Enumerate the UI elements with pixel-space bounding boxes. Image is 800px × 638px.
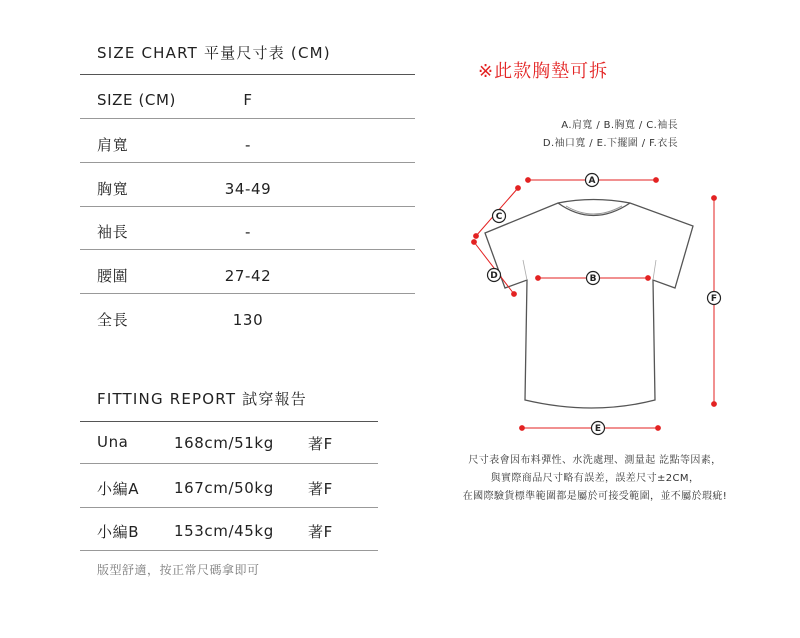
legend-line-1: A.肩寬 / B.胸寬 / C.袖長	[561, 120, 678, 131]
tshirt-outline-icon	[485, 200, 693, 409]
row-value-shoulder: -	[244, 136, 251, 154]
fitting-stats: 168cm/51kg	[174, 434, 274, 452]
divider	[80, 249, 415, 250]
marker-e: E	[594, 424, 602, 435]
marker-b: B	[589, 274, 597, 285]
size-chart-title: SIZE CHART 平量尺寸表 (CM)	[97, 44, 331, 62]
legend-line-2: D.袖口寬 / E.下擺圍 / F.衣長	[542, 138, 678, 149]
disclaimer-line-3: 在國際驗貨標準範圍都是屬於可接受範圍，並不屬於瑕疵!	[462, 491, 728, 502]
marker-f: F	[710, 294, 718, 305]
fitting-size: 著F	[308, 435, 333, 453]
fitting-stats: 167cm/50kg	[174, 479, 274, 497]
divider	[80, 162, 415, 163]
fitting-name: 小編B	[97, 523, 140, 541]
size-header-value: F	[243, 91, 253, 109]
row-label-sleeve: 袖長	[97, 223, 129, 241]
tshirt-diagram	[460, 160, 740, 440]
fitting-note: 版型舒適，按正常尺碼拿即可	[97, 563, 260, 577]
row-label-waist: 腰圍	[97, 267, 129, 285]
row-value-length: 130	[232, 311, 264, 329]
marker-d: D	[490, 271, 498, 282]
divider	[80, 293, 415, 294]
row-value-sleeve: -	[244, 223, 251, 241]
fitting-name: 小編A	[97, 480, 140, 498]
fitting-top-rule	[80, 421, 378, 422]
row-value-waist: 27-42	[224, 267, 272, 285]
fitting-stats: 153cm/45kg	[174, 522, 274, 540]
size-header-label: SIZE (CM)	[97, 91, 176, 109]
row-label-shoulder: 肩寬	[97, 136, 129, 154]
divider	[80, 550, 378, 551]
marker-a: A	[588, 176, 596, 187]
divider	[80, 507, 378, 508]
fitting-report-title: FITTING REPORT 試穿報告	[97, 390, 307, 408]
removable-pad-note: ※此款胸墊可拆	[478, 61, 609, 82]
size-chart-top-rule	[80, 74, 415, 75]
disclaimer-line-2: 與實際商品尺寸略有誤差，誤差尺寸±2CM，	[490, 473, 700, 484]
fitting-size: 著F	[308, 523, 333, 541]
divider	[80, 463, 378, 464]
fitting-size: 著F	[308, 480, 333, 498]
divider	[80, 118, 415, 119]
disclaimer-line-1: 尺寸表會因布料彈性、水洗處理、測量起 訖點等因素，	[468, 455, 722, 466]
row-label-chest: 胸寬	[97, 180, 129, 198]
row-label-length: 全長	[97, 311, 129, 329]
row-value-chest: 34-49	[224, 180, 272, 198]
marker-c: C	[495, 212, 503, 223]
divider	[80, 206, 415, 207]
fitting-name: Una	[97, 433, 129, 451]
